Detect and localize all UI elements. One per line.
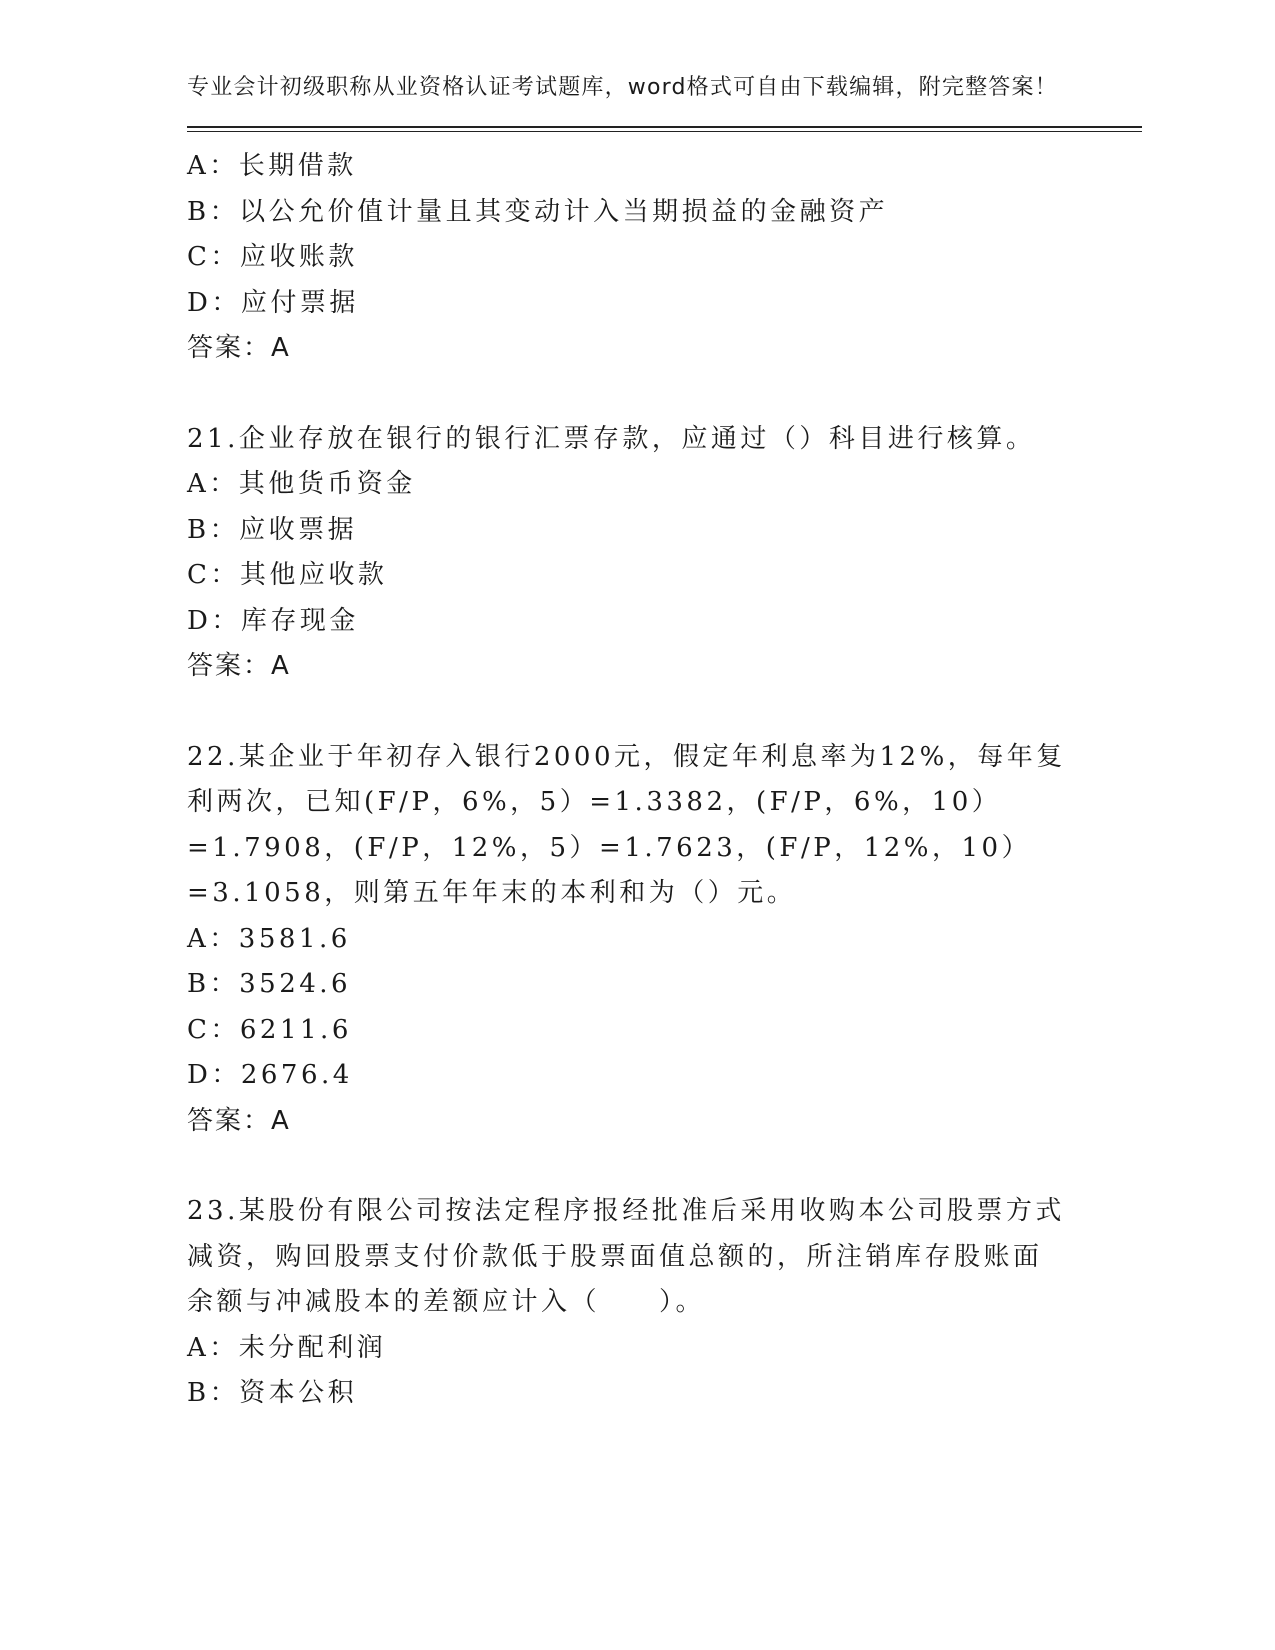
question-text: 23.某股份有限公司按法定程序报经批准后采用收购本公司股票方式减资，购回股票支付价款低于股票面值总额的，所注销库存股账面余额与冲减股本的差额应计入（ ）。	[187, 1196, 1065, 1317]
option-b: B：资本公积	[187, 1378, 358, 1408]
option-b: B：3524.6	[187, 969, 352, 999]
option-a: A：未分配利润	[187, 1332, 387, 1363]
spacer	[187, 690, 1142, 735]
option-c: C：应收账款	[187, 242, 358, 272]
spacer	[187, 372, 1142, 417]
option-d: D：应付票据	[187, 287, 359, 318]
option-b: B：以公允价值计量且其变动计入当期损益的金融资产	[187, 196, 889, 227]
option-a: A：3581.6	[187, 923, 351, 954]
option-b: B：应收票据	[187, 514, 358, 545]
option-a: A：长期借款	[187, 151, 357, 181]
question-text: 21.企业存放在银行的银行汇票存款，应通过（）科目进行核算。	[187, 423, 1036, 454]
question-22	[187, 735, 1142, 1145]
answer: 答案：A	[187, 333, 291, 363]
option-c: C：其他应收款	[187, 560, 388, 590]
header-divider	[187, 126, 1142, 132]
document-header: 专业会计初级职称从业资格认证考试题库，word格式可自由下载编辑，附完整答案！	[187, 75, 1058, 100]
spacer	[187, 1144, 1142, 1189]
answer: 答案：A	[187, 1105, 291, 1136]
question-21	[187, 417, 1142, 690]
option-a: A：其他货币资金	[187, 469, 416, 499]
answer: 答案：A	[187, 651, 291, 681]
question-23	[187, 1189, 1142, 1417]
question-20	[187, 144, 1142, 372]
option-d: D：库存现金	[187, 605, 359, 636]
document-page	[187, 72, 1142, 1417]
option-c: C：6211.6	[187, 1014, 352, 1045]
question-text: 22.某企业于年初存入银行2000元，假定年利息率为12%，每年复利两次，已知(F/P，6%，5）=1.3382，(F/P，6%，10）=1.7908，(F/P，12%，5）=1.7623，(F/P，12%，10）=3.1058，则第五年年末的本利和为（）元。	[187, 741, 1066, 908]
option-d: D：2676.4	[187, 1060, 353, 1090]
